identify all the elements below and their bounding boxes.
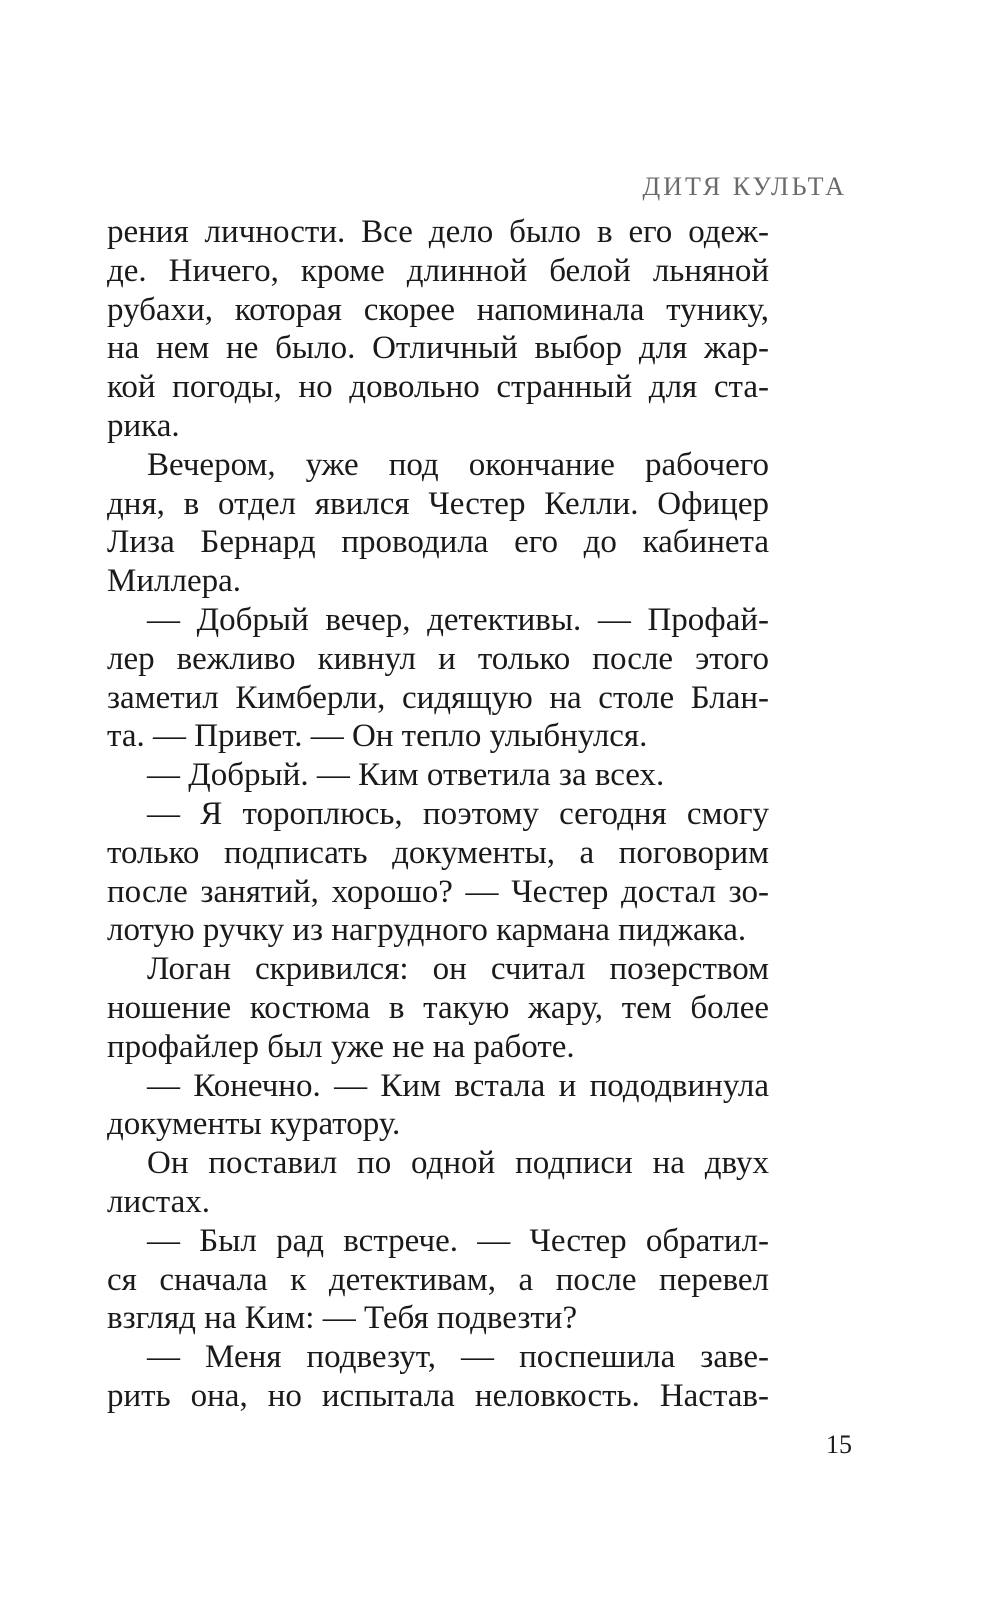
text-line: та. — Привет. — Он тепло улыбнулся.	[107, 718, 648, 755]
text-line: дня, в отдел явился Честер Келли. Офицер	[107, 485, 769, 522]
text-line: ся сначала к детективам, а после перевел	[107, 1261, 769, 1298]
text-line: Логан скривился: он считал позерством	[147, 951, 769, 988]
text-line: листах.	[107, 1183, 210, 1220]
text-line: — Добрый вечер, детективы. — Профай-	[147, 601, 769, 638]
body-text	[107, 213, 769, 1416]
text-line: только подписать документы, а поговорим	[107, 834, 769, 871]
text-line: — Я тороплюсь, поэтому сегодня смогу	[147, 795, 769, 832]
text-line: — Был рад встрече. — Честер обратил-	[147, 1222, 769, 1259]
text-line: Он поставил по одной подписи на двух	[147, 1145, 769, 1182]
text-line: ношение костюма в такую жару, тем более	[107, 989, 769, 1026]
text-line: после занятий, хорошо? — Честер достал зо-	[107, 873, 769, 910]
running-head: ДИТЯ КУЛЬТА	[642, 172, 847, 201]
text-line: на нем не было. Отличный выбор для жар-	[107, 330, 769, 367]
text-line: рубахи, которая скорее напоминала тунику,	[107, 291, 769, 328]
text-line: Вечером, уже под окончание рабочего	[147, 446, 769, 483]
text-line: — Меня подвезут, — поспешила заве-	[147, 1339, 769, 1376]
text-line: де. Ничего, кроме длинной белой льняной	[107, 252, 769, 289]
text-line: — Добрый. — Ким ответила за всех.	[147, 757, 665, 794]
text-line: лер вежливо кивнул и только после этого	[107, 640, 769, 677]
page-number: 15	[826, 1430, 852, 1459]
text-line: — Конечно. — Ким встала и пододвинула	[147, 1067, 769, 1104]
text-line: Лиза Бернард проводила его до кабинета	[107, 524, 769, 561]
text-line: профайлер был уже не на работе.	[107, 1028, 575, 1065]
text-line: заметил Кимберли, сидящую на столе Блан-	[107, 679, 769, 716]
text-line: документы куратору.	[107, 1106, 401, 1143]
text-line: взгляд на Ким: — Тебя подвезти?	[107, 1300, 578, 1337]
text-line: рения личности. Все дело было в его одеж-	[107, 214, 769, 250]
text-line: Миллера.	[107, 563, 241, 600]
text-line: кой погоды, но довольно странный для ста-	[107, 369, 769, 406]
text-line: рить она, но испытала неловкость. Настав-	[107, 1377, 769, 1414]
text-line: лотую ручку из нагрудного кармана пиджака.	[107, 912, 747, 949]
text-line: рика.	[107, 407, 180, 444]
